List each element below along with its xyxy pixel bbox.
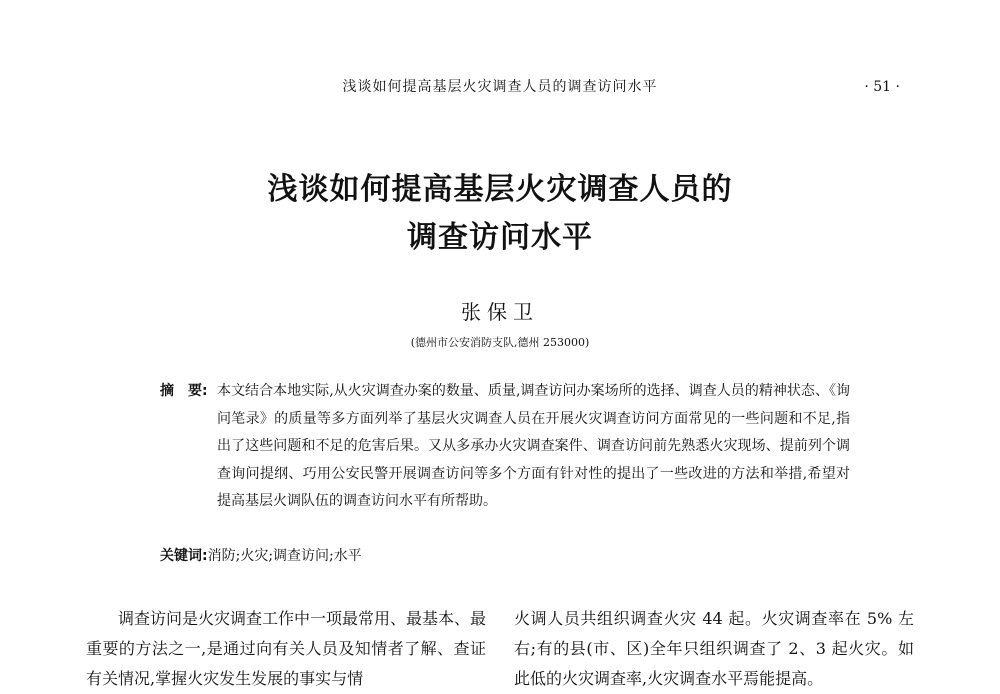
keywords-text: 消防;火灾;调查访问;水平 <box>207 548 362 564</box>
abstract <box>160 378 850 516</box>
abstract-label: 摘 要: <box>160 383 208 399</box>
article-title <box>0 166 1000 262</box>
keywords <box>160 543 850 569</box>
article-title-line-1: 浅谈如何提高基层火灾调查人员的 <box>267 172 733 207</box>
author-name: 张保卫 <box>461 300 539 324</box>
abstract-text: 本文结合本地实际,从火灾调查办案的数量、质量,调查访问办案场所的选择、调查人员的精神状态、《询问笔录》的质量等多方面列举了基层火灾调查人员在开展火灾调查访问方面常见的一些问题和不足,指出了这些问题和不足的危害后果。又从多承办火灾调查案件、调查访问前先熟悉火灾现场、提前列个调查询问提纲、巧用公安民警开展调查访问等多个方面有针对性的提出了一些改进的方法和举措,希望对提高基层火调队伍的调查访问水平有所帮助。 <box>217 383 850 509</box>
author-affiliation: (德州市公安消防支队,德州 253000) <box>410 336 590 349</box>
article-title-line-2: 调查访问水平 <box>407 220 593 255</box>
running-header <box>0 76 1000 98</box>
body-column-right: 火调人员共组织调查火灾 44 起。火灾调查率在 5% 左右;有的县(市、区)全年只组织调查了 2、3 起火灾。如此低的火灾调查率,火灾调查水平焉能提高。 <box>514 609 914 688</box>
running-title: 浅谈如何提高基层火灾调查人员的调查访问水平 <box>342 79 658 95</box>
body-column-left: 调查访问是火灾调查工作中一项最常用、最基本、最重要的方法之一,是通过向有关人员及知情者了解、查证有关情况,掌握火灾发生发展的事实与情 <box>86 609 487 688</box>
page-number: · 51 · <box>864 79 900 95</box>
keywords-label: 关键词: <box>160 548 208 564</box>
